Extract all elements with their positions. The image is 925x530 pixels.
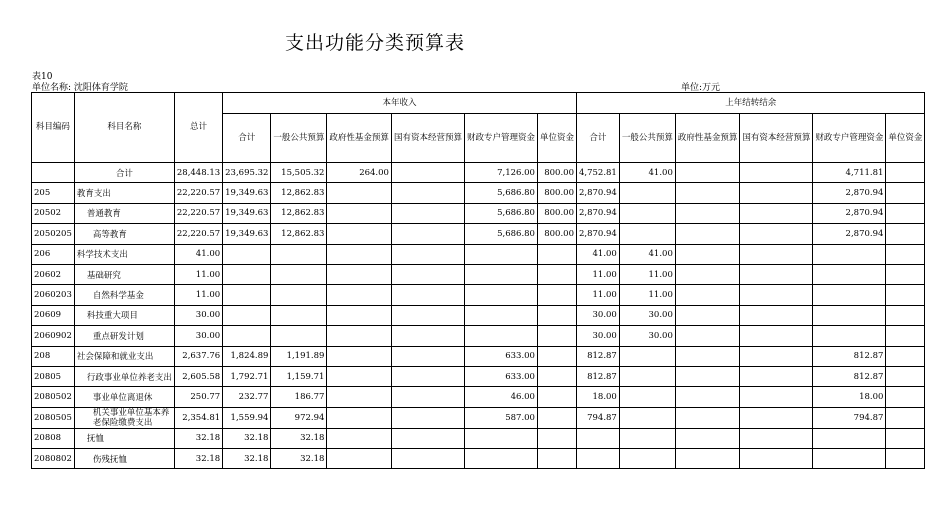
cell-code: 2080502 — [32, 387, 75, 407]
cell-c5 — [464, 305, 537, 325]
cell-p4 — [740, 244, 813, 264]
cell-name: 行政事业单位养老支出 — [74, 366, 174, 386]
cell-p1: 30.00 — [576, 305, 619, 325]
cell-total: 22,220.57 — [174, 203, 222, 223]
cell-c3 — [327, 203, 392, 223]
table-body — [32, 163, 925, 469]
cell-code — [32, 163, 75, 183]
cell-p3 — [675, 407, 740, 428]
cell-c3 — [327, 407, 392, 428]
header-cur-subtotal: 合计 — [223, 114, 271, 163]
cell-p5 — [813, 285, 886, 305]
cell-p3 — [675, 305, 740, 325]
cell-p1: 812.87 — [576, 346, 619, 366]
cell-name: 自然科学基金 — [74, 285, 174, 305]
cell-c3 — [327, 387, 392, 407]
cell-c1 — [223, 305, 271, 325]
cell-c4 — [391, 224, 464, 244]
cell-c2: 186.77 — [271, 387, 327, 407]
cell-c3 — [327, 285, 392, 305]
cell-c5: 5,686.80 — [464, 183, 537, 203]
header-code: 科目编码 — [32, 93, 75, 163]
cell-c2: 12,862.83 — [271, 183, 327, 203]
cell-c3 — [327, 264, 392, 284]
cell-p1 — [576, 428, 619, 448]
cell-c4 — [391, 326, 464, 346]
cell-c1: 19,349.63 — [223, 224, 271, 244]
cell-c1 — [223, 326, 271, 346]
table-row — [32, 387, 925, 407]
cell-p6 — [886, 203, 925, 223]
header-cur-unit-fund: 单位资金 — [537, 114, 576, 163]
page-title: 支出功能分类预算表 — [284, 32, 465, 54]
cell-name: 基础研究 — [74, 264, 174, 284]
table-row — [32, 183, 925, 203]
cell-p4 — [740, 407, 813, 428]
cell-c2 — [271, 285, 327, 305]
cell-p2: 30.00 — [619, 326, 675, 346]
cell-p1: 2,870.94 — [576, 183, 619, 203]
table-row — [32, 224, 925, 244]
cell-name: 事业单位离退休 — [74, 387, 174, 407]
cell-c6 — [537, 449, 576, 469]
cell-c6 — [537, 407, 576, 428]
cell-c3 — [327, 183, 392, 203]
cell-c4 — [391, 346, 464, 366]
cell-p4 — [740, 285, 813, 305]
cell-p5: 2,870.94 — [813, 224, 886, 244]
cell-p5 — [813, 326, 886, 346]
table-row — [32, 285, 925, 305]
table-row — [32, 407, 925, 428]
table-row — [32, 346, 925, 366]
header-cur-gov-fund: 政府性基金预算 — [327, 114, 392, 163]
cell-c3 — [327, 326, 392, 346]
cell-total: 41.00 — [174, 244, 222, 264]
cell-name: 抚恤 — [74, 428, 174, 448]
cell-total: 11.00 — [174, 264, 222, 284]
header-prev-state-capital: 国有资本经营预算 — [740, 114, 813, 163]
cell-c4 — [391, 387, 464, 407]
cell-c4 — [391, 203, 464, 223]
cell-c6 — [537, 244, 576, 264]
cell-code: 205 — [32, 183, 75, 203]
header-prev-subtotal: 合计 — [576, 114, 619, 163]
cell-p6 — [886, 163, 925, 183]
cell-p3 — [675, 183, 740, 203]
cell-name: 重点研发计划 — [74, 326, 174, 346]
cell-name: 社会保障和就业支出 — [74, 346, 174, 366]
cell-p4 — [740, 428, 813, 448]
cell-c6 — [537, 366, 576, 386]
cell-name: 普通教育 — [74, 203, 174, 223]
cell-c2: 972.94 — [271, 407, 327, 428]
cell-c4 — [391, 244, 464, 264]
cell-p4 — [740, 163, 813, 183]
cell-c6 — [537, 305, 576, 325]
table-number: 表10 — [32, 72, 53, 82]
cell-p2 — [619, 407, 675, 428]
cell-p4 — [740, 183, 813, 203]
cell-p5: 4,711.81 — [813, 163, 886, 183]
cell-p3 — [675, 326, 740, 346]
cell-p3 — [675, 244, 740, 264]
cell-c5: 587.00 — [464, 407, 537, 428]
cell-p6 — [886, 285, 925, 305]
cell-c5: 633.00 — [464, 346, 537, 366]
header-prev-general: 一般公共预算 — [619, 114, 675, 163]
cell-p2 — [619, 366, 675, 386]
cell-c5 — [464, 428, 537, 448]
cell-c2 — [271, 305, 327, 325]
cell-p5: 18.00 — [813, 387, 886, 407]
cell-p2: 11.00 — [619, 264, 675, 284]
cell-p3 — [675, 428, 740, 448]
header-cur-special: 财政专户管理资金 — [464, 114, 537, 163]
cell-name: 机关事业单位基本养老保险缴费支出 — [74, 407, 174, 428]
cell-p5 — [813, 244, 886, 264]
cell-c3 — [327, 428, 392, 448]
header-cur-general: 一般公共预算 — [271, 114, 327, 163]
cell-p6 — [886, 387, 925, 407]
cell-p2 — [619, 346, 675, 366]
cell-c3 — [327, 346, 392, 366]
cell-p2 — [619, 428, 675, 448]
header-carryover: 上年结转结余 — [576, 93, 924, 114]
cell-c1: 232.77 — [223, 387, 271, 407]
cell-p5 — [813, 449, 886, 469]
cell-c2 — [271, 326, 327, 346]
cell-c6: 800.00 — [537, 203, 576, 223]
cell-total: 2,354.81 — [174, 407, 222, 428]
cell-c3: 264.00 — [327, 163, 392, 183]
cell-c1: 19,349.63 — [223, 183, 271, 203]
cell-c4 — [391, 183, 464, 203]
cell-c6: 800.00 — [537, 163, 576, 183]
table-row — [32, 264, 925, 284]
cell-c1: 1,559.94 — [223, 407, 271, 428]
cell-c4 — [391, 449, 464, 469]
cell-c4 — [391, 285, 464, 305]
cell-p1: 2,870.94 — [576, 224, 619, 244]
table-row — [32, 366, 925, 386]
table-row — [32, 428, 925, 448]
cell-c4 — [391, 428, 464, 448]
cell-p2: 11.00 — [619, 285, 675, 305]
cell-p5: 812.87 — [813, 346, 886, 366]
cell-p2 — [619, 183, 675, 203]
cell-p3 — [675, 387, 740, 407]
cell-total: 30.00 — [174, 326, 222, 346]
cell-p2 — [619, 203, 675, 223]
cell-total: 2,605.58 — [174, 366, 222, 386]
cell-c5: 5,686.80 — [464, 224, 537, 244]
cell-total: 22,220.57 — [174, 224, 222, 244]
cell-c1: 23,695.32 — [223, 163, 271, 183]
table-row — [32, 305, 925, 325]
cell-c5 — [464, 285, 537, 305]
cell-p4 — [740, 305, 813, 325]
header-prev-unit-fund: 单位资金 — [886, 114, 925, 163]
cell-name: 合计 — [74, 163, 174, 183]
cell-p4 — [740, 203, 813, 223]
unit-name: 单位名称: 沈阳体育学院 — [32, 83, 128, 93]
cell-p4 — [740, 224, 813, 244]
cell-total: 11.00 — [174, 285, 222, 305]
cell-code: 20805 — [32, 366, 75, 386]
cell-c2: 12,862.83 — [271, 224, 327, 244]
total-row — [32, 163, 925, 183]
header-prev-gov-fund: 政府性基金预算 — [675, 114, 740, 163]
cell-p2: 41.00 — [619, 163, 675, 183]
cell-p1: 30.00 — [576, 326, 619, 346]
cell-p4 — [740, 387, 813, 407]
cell-c1: 32.18 — [223, 428, 271, 448]
cell-p1: 4,752.81 — [576, 163, 619, 183]
cell-p6 — [886, 366, 925, 386]
cell-c2 — [271, 244, 327, 264]
cell-c1: 32.18 — [223, 449, 271, 469]
cell-code: 20502 — [32, 203, 75, 223]
cell-c3 — [327, 244, 392, 264]
cell-p6 — [886, 449, 925, 469]
table-row — [32, 449, 925, 469]
cell-c4 — [391, 163, 464, 183]
unit-of-measure: 单位:万元 — [680, 83, 720, 93]
cell-p5 — [813, 428, 886, 448]
cell-total: 250.77 — [174, 387, 222, 407]
cell-p4 — [740, 449, 813, 469]
cell-c5: 7,126.00 — [464, 163, 537, 183]
cell-p4 — [740, 264, 813, 284]
header-total: 总计 — [174, 93, 222, 163]
cell-c1: 1,792.71 — [223, 366, 271, 386]
cell-p6 — [886, 407, 925, 428]
table-row — [32, 326, 925, 346]
cell-p1: 794.87 — [576, 407, 619, 428]
table-row — [32, 203, 925, 223]
table-row — [32, 244, 925, 264]
cell-total: 32.18 — [174, 428, 222, 448]
cell-c6 — [537, 387, 576, 407]
cell-code: 20609 — [32, 305, 75, 325]
cell-p6 — [886, 244, 925, 264]
cell-c2: 32.18 — [271, 428, 327, 448]
cell-code: 208 — [32, 346, 75, 366]
cell-c2 — [271, 264, 327, 284]
cell-c1: 19,349.63 — [223, 203, 271, 223]
cell-p3 — [675, 224, 740, 244]
cell-name: 科技重大项目 — [74, 305, 174, 325]
cell-p5 — [813, 264, 886, 284]
cell-p6 — [886, 264, 925, 284]
cell-c2: 15,505.32 — [271, 163, 327, 183]
cell-p2 — [619, 387, 675, 407]
cell-code: 206 — [32, 244, 75, 264]
cell-p5 — [813, 305, 886, 325]
cell-p4 — [740, 326, 813, 346]
cell-c3 — [327, 224, 392, 244]
cell-c6 — [537, 428, 576, 448]
cell-p6 — [886, 224, 925, 244]
cell-p2: 41.00 — [619, 244, 675, 264]
cell-c5: 5,686.80 — [464, 203, 537, 223]
cell-p1: 812.87 — [576, 366, 619, 386]
cell-p3 — [675, 449, 740, 469]
cell-c6 — [537, 326, 576, 346]
cell-p5: 2,870.94 — [813, 203, 886, 223]
header-prev-special: 财政专户管理资金 — [813, 114, 886, 163]
cell-p3 — [675, 203, 740, 223]
header-name: 科目名称 — [74, 93, 174, 163]
cell-code: 20602 — [32, 264, 75, 284]
cell-c3 — [327, 366, 392, 386]
cell-p6 — [886, 428, 925, 448]
cell-c1 — [223, 244, 271, 264]
cell-name: 高等教育 — [74, 224, 174, 244]
cell-p2 — [619, 449, 675, 469]
budget-table — [31, 92, 925, 469]
cell-c4 — [391, 407, 464, 428]
cell-total: 32.18 — [174, 449, 222, 469]
cell-p5: 794.87 — [813, 407, 886, 428]
cell-p6 — [886, 305, 925, 325]
cell-p3 — [675, 346, 740, 366]
cell-p1: 41.00 — [576, 244, 619, 264]
cell-c6: 800.00 — [537, 224, 576, 244]
cell-c4 — [391, 305, 464, 325]
cell-c1 — [223, 285, 271, 305]
cell-c6 — [537, 285, 576, 305]
cell-c6 — [537, 264, 576, 284]
cell-code: 2080802 — [32, 449, 75, 469]
cell-c2: 1,159.71 — [271, 366, 327, 386]
cell-c3 — [327, 449, 392, 469]
cell-p3 — [675, 264, 740, 284]
cell-total: 28,448.13 — [174, 163, 222, 183]
cell-c1 — [223, 264, 271, 284]
cell-p4 — [740, 366, 813, 386]
cell-c6: 800.00 — [537, 183, 576, 203]
cell-p6 — [886, 346, 925, 366]
cell-c5 — [464, 264, 537, 284]
cell-c4 — [391, 264, 464, 284]
header-cur-state-capital: 国有资本经营预算 — [391, 114, 464, 163]
cell-name: 科学技术支出 — [74, 244, 174, 264]
cell-p6 — [886, 183, 925, 203]
cell-total: 30.00 — [174, 305, 222, 325]
cell-c5 — [464, 326, 537, 346]
cell-c2: 1,191.89 — [271, 346, 327, 366]
cell-c5 — [464, 244, 537, 264]
cell-p6 — [886, 326, 925, 346]
cell-c3 — [327, 305, 392, 325]
cell-p1: 11.00 — [576, 285, 619, 305]
cell-c5: 633.00 — [464, 366, 537, 386]
cell-p5: 2,870.94 — [813, 183, 886, 203]
cell-c2: 32.18 — [271, 449, 327, 469]
cell-c5 — [464, 449, 537, 469]
cell-code: 20808 — [32, 428, 75, 448]
cell-c5: 46.00 — [464, 387, 537, 407]
cell-p1: 11.00 — [576, 264, 619, 284]
cell-c2: 12,862.83 — [271, 203, 327, 223]
cell-code: 2060902 — [32, 326, 75, 346]
cell-c1: 1,824.89 — [223, 346, 271, 366]
cell-total: 2,637.76 — [174, 346, 222, 366]
cell-p4 — [740, 346, 813, 366]
cell-p5: 812.87 — [813, 366, 886, 386]
cell-p2: 30.00 — [619, 305, 675, 325]
cell-name: 伤残抚恤 — [74, 449, 174, 469]
cell-code: 2080505 — [32, 407, 75, 428]
cell-p1: 18.00 — [576, 387, 619, 407]
cell-p3 — [675, 366, 740, 386]
cell-code: 2060203 — [32, 285, 75, 305]
cell-p1: 2,870.94 — [576, 203, 619, 223]
cell-c4 — [391, 366, 464, 386]
cell-p3 — [675, 285, 740, 305]
cell-p2 — [619, 224, 675, 244]
cell-name: 教育支出 — [74, 183, 174, 203]
cell-code: 2050205 — [32, 224, 75, 244]
cell-total: 22,220.57 — [174, 183, 222, 203]
cell-p3 — [675, 163, 740, 183]
cell-p1 — [576, 449, 619, 469]
header-current-year: 本年收入 — [223, 93, 577, 114]
cell-c6 — [537, 346, 576, 366]
